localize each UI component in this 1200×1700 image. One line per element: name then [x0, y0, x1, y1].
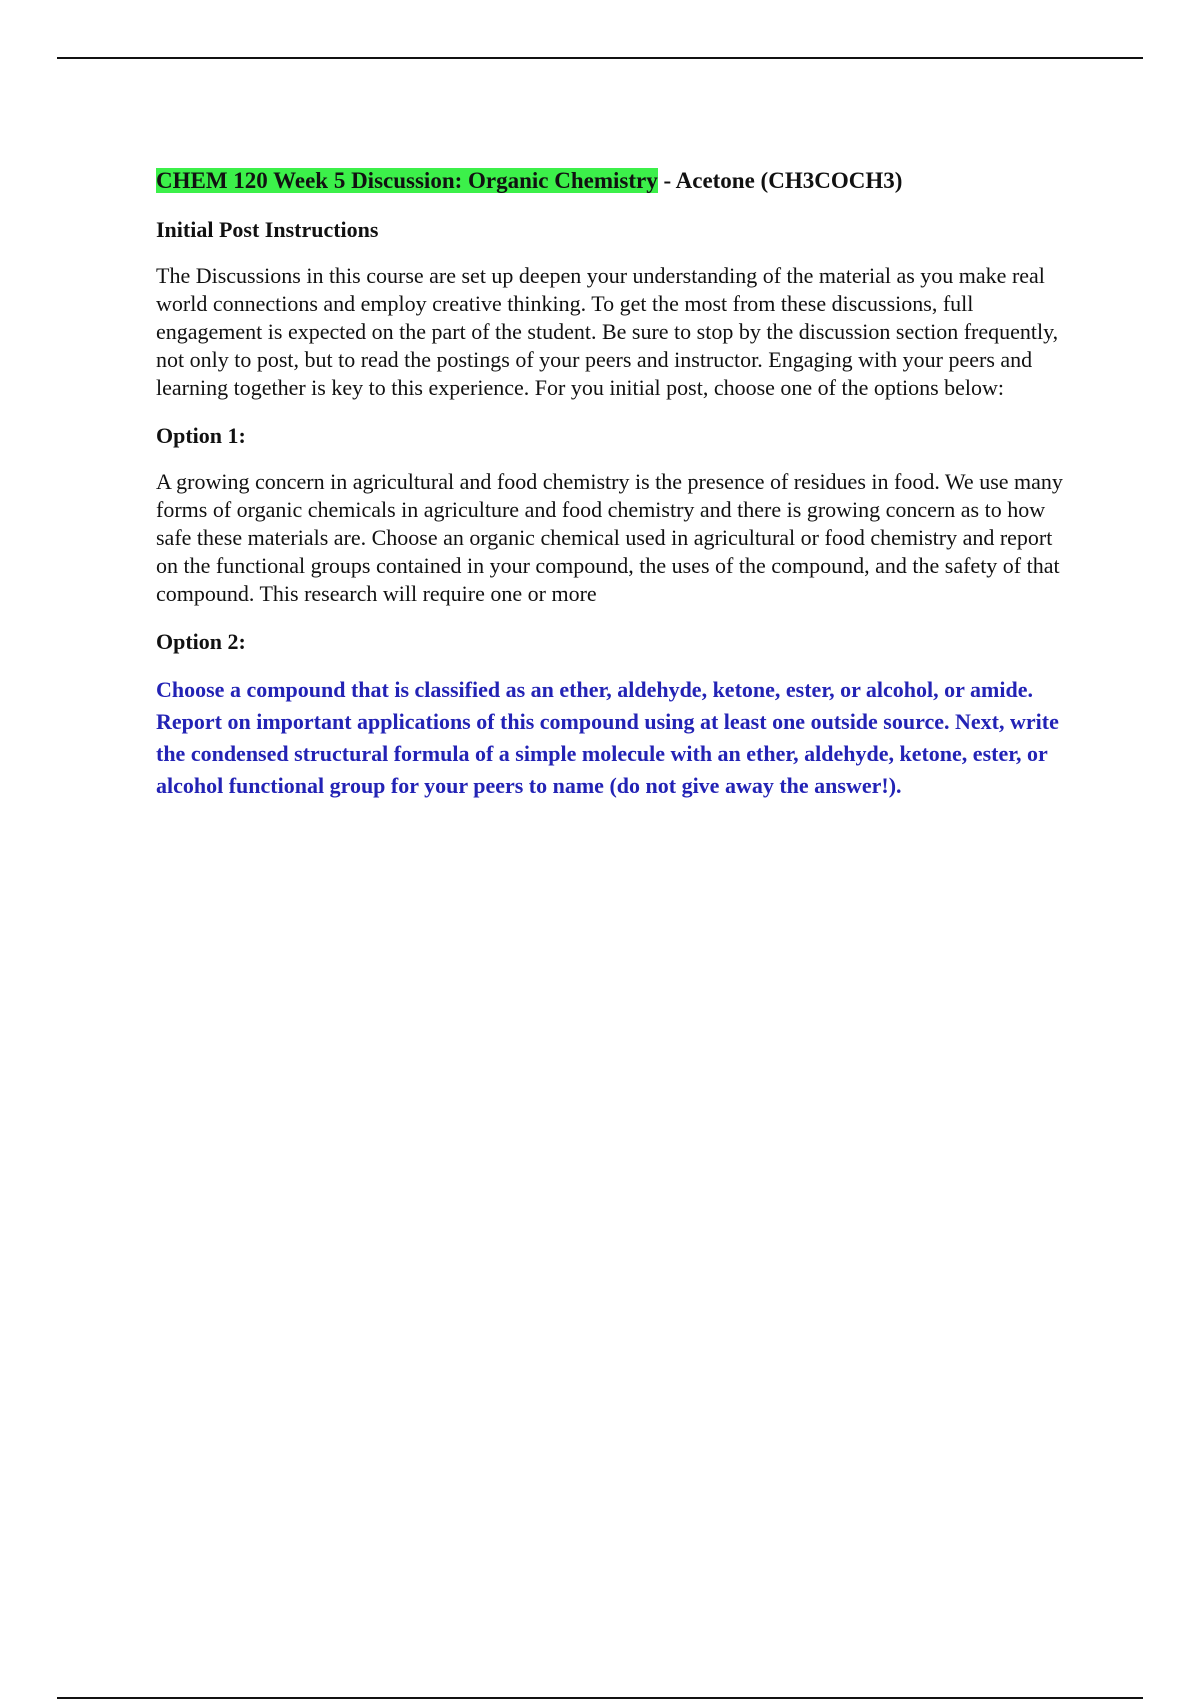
option-2-heading: Option 2: [156, 629, 246, 654]
option-1-text: A growing concern in agricultural and food chemistry is the presence of residues in food. We use many forms of organic chemicals in agriculture and food chemistry and there is growing concern as to how safe these materials are. Choose an organic chemical used in agricultural or food chemistry and report on the functional groups contained in your compound, the uses of the compound, and the safety of that compound. This research will require one or more [156, 469, 1063, 606]
option-1-heading: Option 1: [156, 423, 246, 448]
option-2-text: Choose a compound that is classified as an ether, aldehyde, ketone, ester, or alcohol, or amide. Report on important applications of this compound using at least one outside source. Next, write the condensed structural formula of a simple molecule with an ether, aldehyde, ketone, ester, or alcohol functional group for your peers to name (do not give away the answer!). [156, 677, 1059, 798]
top-divider [57, 57, 1143, 59]
page-title [156, 166, 1076, 196]
document-body [156, 166, 1076, 802]
title-subject: - Acetone (CH3COCH3) [657, 168, 903, 193]
title-highlight: CHEM 120 Week 5 Discussion: Organic Chemistry [156, 168, 658, 193]
bottom-divider [57, 1697, 1143, 1699]
intro-paragraph: The Discussions in this course are set up deepen your understanding of the material as you make real world connections and employ creative thinking. To get the most from these discussions, full engagement is expected on the part of the student. Be sure to stop by the discussion section frequently, not only to post, but to read the postings of your peers and instructor. Engaging with your peers and learning together is key to this experience. For you initial post, choose one of the options below: [156, 263, 1059, 400]
initial-post-heading: Initial Post Instructions [156, 217, 379, 242]
